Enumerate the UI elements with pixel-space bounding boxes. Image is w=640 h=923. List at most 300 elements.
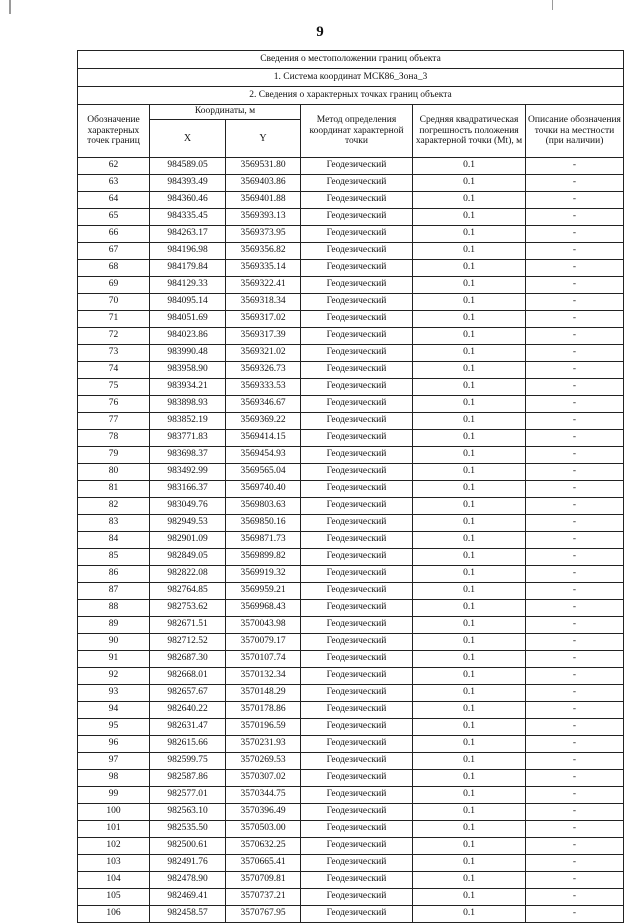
- method-cell: Геодезический: [301, 379, 413, 396]
- x-coordinate-cell: 982535.50: [150, 821, 226, 838]
- column-header-x: X: [150, 120, 226, 158]
- description-cell: -: [526, 549, 624, 566]
- description-cell: -: [526, 345, 624, 362]
- point-number-cell: 62: [78, 158, 150, 175]
- table-row: [78, 209, 624, 226]
- method-cell: Геодезический: [301, 192, 413, 209]
- point-number-cell: 74: [78, 362, 150, 379]
- y-coordinate-cell: 3570396.49: [226, 804, 301, 821]
- point-number-cell: 88: [78, 600, 150, 617]
- accuracy-cell: 0.1: [413, 362, 526, 379]
- accuracy-cell: 0.1: [413, 464, 526, 481]
- accuracy-cell: 0.1: [413, 770, 526, 787]
- column-header-accuracy: Средняя квадратическая погрешность положения характерной точки (Mt), м: [413, 105, 526, 158]
- point-number-cell: 67: [78, 243, 150, 260]
- accuracy-cell: 0.1: [413, 498, 526, 515]
- table-row: [78, 430, 624, 447]
- point-number-cell: 64: [78, 192, 150, 209]
- accuracy-cell: 0.1: [413, 396, 526, 413]
- scan-edge-mark-right: [552, 0, 553, 10]
- accuracy-cell: 0.1: [413, 821, 526, 838]
- method-cell: Геодезический: [301, 617, 413, 634]
- method-cell: Геодезический: [301, 158, 413, 175]
- accuracy-cell: 0.1: [413, 804, 526, 821]
- description-cell: -: [526, 192, 624, 209]
- point-number-cell: 83: [78, 515, 150, 532]
- y-coordinate-cell: 3570231.93: [226, 736, 301, 753]
- x-coordinate-cell: 983698.37: [150, 447, 226, 464]
- y-coordinate-cell: 3569333.53: [226, 379, 301, 396]
- table-row: [78, 226, 624, 243]
- method-cell: Геодезический: [301, 889, 413, 906]
- y-coordinate-cell: 3570709.81: [226, 872, 301, 889]
- y-coordinate-cell: 3569322.41: [226, 277, 301, 294]
- method-cell: Геодезический: [301, 532, 413, 549]
- point-number-cell: 105: [78, 889, 150, 906]
- accuracy-cell: 0.1: [413, 889, 526, 906]
- table-row: [78, 328, 624, 345]
- method-cell: Геодезический: [301, 498, 413, 515]
- table-row: [78, 345, 624, 362]
- x-coordinate-cell: 982657.67: [150, 685, 226, 702]
- y-coordinate-cell: 3569335.14: [226, 260, 301, 277]
- x-coordinate-cell: 982491.76: [150, 855, 226, 872]
- method-cell: Геодезический: [301, 345, 413, 362]
- method-cell: Геодезический: [301, 226, 413, 243]
- method-cell: Геодезический: [301, 430, 413, 447]
- description-cell: -: [526, 617, 624, 634]
- accuracy-cell: 0.1: [413, 566, 526, 583]
- description-cell: -: [526, 481, 624, 498]
- description-cell: -: [526, 260, 624, 277]
- point-number-cell: 106: [78, 906, 150, 923]
- description-cell: -: [526, 583, 624, 600]
- table-row: [78, 838, 624, 855]
- table-row: [78, 617, 624, 634]
- point-number-cell: 85: [78, 549, 150, 566]
- accuracy-cell: 0.1: [413, 515, 526, 532]
- table-row: [78, 685, 624, 702]
- method-cell: Геодезический: [301, 413, 413, 430]
- y-coordinate-cell: 3570665.41: [226, 855, 301, 872]
- x-coordinate-cell: 983898.93: [150, 396, 226, 413]
- table-row: [78, 787, 624, 804]
- y-coordinate-cell: 3569326.73: [226, 362, 301, 379]
- x-coordinate-cell: 982671.51: [150, 617, 226, 634]
- accuracy-cell: 0.1: [413, 702, 526, 719]
- table-row: [78, 583, 624, 600]
- column-header-y: Y: [226, 120, 301, 158]
- method-cell: Геодезический: [301, 566, 413, 583]
- x-coordinate-cell: 984335.45: [150, 209, 226, 226]
- table-row: [78, 532, 624, 549]
- description-cell: -: [526, 379, 624, 396]
- method-cell: Геодезический: [301, 243, 413, 260]
- description-cell: -: [526, 294, 624, 311]
- y-coordinate-cell: 3570178.86: [226, 702, 301, 719]
- x-coordinate-cell: 983771.83: [150, 430, 226, 447]
- x-coordinate-cell: 982849.05: [150, 549, 226, 566]
- point-number-cell: 86: [78, 566, 150, 583]
- y-coordinate-cell: 3569369.22: [226, 413, 301, 430]
- x-coordinate-cell: 984393.49: [150, 175, 226, 192]
- x-coordinate-cell: 982458.57: [150, 906, 226, 923]
- description-cell: -: [526, 158, 624, 175]
- accuracy-cell: 0.1: [413, 243, 526, 260]
- table-row: [78, 379, 624, 396]
- point-number-cell: 104: [78, 872, 150, 889]
- accuracy-cell: 0.1: [413, 838, 526, 855]
- x-coordinate-cell: 982640.22: [150, 702, 226, 719]
- accuracy-cell: 0.1: [413, 158, 526, 175]
- x-coordinate-cell: 982615.66: [150, 736, 226, 753]
- method-cell: Геодезический: [301, 260, 413, 277]
- description-cell: -: [526, 209, 624, 226]
- y-coordinate-cell: 3570503.00: [226, 821, 301, 838]
- y-coordinate-cell: 3569356.82: [226, 243, 301, 260]
- y-coordinate-cell: 3570043.98: [226, 617, 301, 634]
- table-row: [78, 668, 624, 685]
- point-number-cell: 94: [78, 702, 150, 719]
- x-coordinate-cell: 982631.47: [150, 719, 226, 736]
- method-cell: Геодезический: [301, 821, 413, 838]
- x-coordinate-cell: 982478.90: [150, 872, 226, 889]
- description-cell: -: [526, 277, 624, 294]
- table-row: [78, 515, 624, 532]
- point-number-cell: 78: [78, 430, 150, 447]
- description-cell: -: [526, 243, 624, 260]
- accuracy-cell: 0.1: [413, 192, 526, 209]
- method-cell: Геодезический: [301, 277, 413, 294]
- x-coordinate-cell: 982949.53: [150, 515, 226, 532]
- table-row: [78, 736, 624, 753]
- x-coordinate-cell: 983852.19: [150, 413, 226, 430]
- accuracy-cell: 0.1: [413, 413, 526, 430]
- accuracy-cell: 0.1: [413, 719, 526, 736]
- point-number-cell: 70: [78, 294, 150, 311]
- description-cell: -: [526, 498, 624, 515]
- method-cell: Геодезический: [301, 702, 413, 719]
- y-coordinate-cell: 3570767.95: [226, 906, 301, 923]
- x-coordinate-cell: 982822.08: [150, 566, 226, 583]
- table-row: [78, 498, 624, 515]
- point-number-cell: 80: [78, 464, 150, 481]
- point-number-cell: 69: [78, 277, 150, 294]
- x-coordinate-cell: 983166.37: [150, 481, 226, 498]
- method-cell: Геодезический: [301, 362, 413, 379]
- table-row: [78, 651, 624, 668]
- method-cell: Геодезический: [301, 838, 413, 855]
- accuracy-cell: 0.1: [413, 226, 526, 243]
- method-cell: Геодезический: [301, 668, 413, 685]
- method-cell: Геодезический: [301, 906, 413, 923]
- point-number-cell: 93: [78, 685, 150, 702]
- description-cell: -: [526, 464, 624, 481]
- description-cell: -: [526, 838, 624, 855]
- description-cell: -: [526, 600, 624, 617]
- method-cell: Геодезический: [301, 651, 413, 668]
- table-row: [78, 872, 624, 889]
- point-number-cell: 71: [78, 311, 150, 328]
- table-row: [78, 719, 624, 736]
- table-row: [78, 192, 624, 209]
- accuracy-cell: 0.1: [413, 532, 526, 549]
- accuracy-cell: 0.1: [413, 787, 526, 804]
- x-coordinate-cell: 983049.76: [150, 498, 226, 515]
- y-coordinate-cell: 3569959.21: [226, 583, 301, 600]
- table-row: [78, 243, 624, 260]
- x-coordinate-cell: 983934.21: [150, 379, 226, 396]
- method-cell: Геодезический: [301, 685, 413, 702]
- x-coordinate-cell: 982901.09: [150, 532, 226, 549]
- x-coordinate-cell: 982587.86: [150, 770, 226, 787]
- description-cell: -: [526, 821, 624, 838]
- column-header-description: Описание обозначения точки на местности (при наличии): [526, 105, 624, 158]
- table-row: [78, 889, 624, 906]
- table-row: [78, 855, 624, 872]
- table-row: [78, 277, 624, 294]
- x-coordinate-cell: 984051.69: [150, 311, 226, 328]
- y-coordinate-cell: 3569318.34: [226, 294, 301, 311]
- boundary-points-table: [77, 50, 624, 923]
- table-row: [78, 566, 624, 583]
- description-cell: -: [526, 413, 624, 430]
- y-coordinate-cell: 3570737.21: [226, 889, 301, 906]
- description-cell: -: [526, 770, 624, 787]
- point-number-cell: 72: [78, 328, 150, 345]
- y-coordinate-cell: 3569401.88: [226, 192, 301, 209]
- description-cell: -: [526, 872, 624, 889]
- x-coordinate-cell: 982500.61: [150, 838, 226, 855]
- point-number-cell: 102: [78, 838, 150, 855]
- description-cell: -: [526, 804, 624, 821]
- method-cell: Геодезический: [301, 719, 413, 736]
- x-coordinate-cell: 984179.84: [150, 260, 226, 277]
- point-number-cell: 90: [78, 634, 150, 651]
- point-number-cell: 65: [78, 209, 150, 226]
- table-title: Сведения о местоположении границ объекта: [78, 51, 624, 69]
- point-number-cell: 84: [78, 532, 150, 549]
- x-coordinate-cell: 982712.52: [150, 634, 226, 651]
- y-coordinate-cell: 3569403.86: [226, 175, 301, 192]
- method-cell: Геодезический: [301, 549, 413, 566]
- description-cell: -: [526, 532, 624, 549]
- description-cell: -: [526, 787, 624, 804]
- point-number-cell: 96: [78, 736, 150, 753]
- accuracy-cell: 0.1: [413, 481, 526, 498]
- accuracy-cell: 0.1: [413, 447, 526, 464]
- coordinate-system: 1. Система координат МСК86_Зона_3: [78, 69, 624, 87]
- y-coordinate-cell: 3570132.34: [226, 668, 301, 685]
- table-row: [78, 600, 624, 617]
- table-row: [78, 311, 624, 328]
- point-number-cell: 66: [78, 226, 150, 243]
- accuracy-cell: 0.1: [413, 736, 526, 753]
- method-cell: Геодезический: [301, 209, 413, 226]
- accuracy-cell: 0.1: [413, 260, 526, 277]
- y-coordinate-cell: 3569565.04: [226, 464, 301, 481]
- description-cell: -: [526, 226, 624, 243]
- table-row: [78, 770, 624, 787]
- accuracy-cell: 0.1: [413, 651, 526, 668]
- table-row: [78, 260, 624, 277]
- x-coordinate-cell: 982577.01: [150, 787, 226, 804]
- x-coordinate-cell: 983990.48: [150, 345, 226, 362]
- table-row: [78, 481, 624, 498]
- x-coordinate-cell: 984095.14: [150, 294, 226, 311]
- y-coordinate-cell: 3569919.32: [226, 566, 301, 583]
- table-row: [78, 753, 624, 770]
- table-row: [78, 804, 624, 821]
- method-cell: Геодезический: [301, 447, 413, 464]
- point-number-cell: 99: [78, 787, 150, 804]
- accuracy-cell: 0.1: [413, 430, 526, 447]
- method-cell: Геодезический: [301, 328, 413, 345]
- table-row: [78, 175, 624, 192]
- y-coordinate-cell: 3570196.59: [226, 719, 301, 736]
- accuracy-cell: 0.1: [413, 583, 526, 600]
- x-coordinate-cell: 984129.33: [150, 277, 226, 294]
- description-cell: -: [526, 311, 624, 328]
- y-coordinate-cell: 3569531.80: [226, 158, 301, 175]
- y-coordinate-cell: 3570079.17: [226, 634, 301, 651]
- point-number-cell: 68: [78, 260, 150, 277]
- accuracy-cell: 0.1: [413, 600, 526, 617]
- accuracy-cell: 0.1: [413, 872, 526, 889]
- y-coordinate-cell: 3569850.16: [226, 515, 301, 532]
- y-coordinate-cell: 3570148.29: [226, 685, 301, 702]
- x-coordinate-cell: 982687.30: [150, 651, 226, 668]
- y-coordinate-cell: 3569871.73: [226, 532, 301, 549]
- accuracy-cell: 0.1: [413, 549, 526, 566]
- method-cell: Геодезический: [301, 787, 413, 804]
- y-coordinate-cell: 3570632.25: [226, 838, 301, 855]
- method-cell: Геодезический: [301, 770, 413, 787]
- y-coordinate-cell: 3569454.93: [226, 447, 301, 464]
- table-row: [78, 294, 624, 311]
- x-coordinate-cell: 982469.41: [150, 889, 226, 906]
- description-cell: -: [526, 685, 624, 702]
- point-number-cell: 75: [78, 379, 150, 396]
- description-cell: -: [526, 889, 624, 906]
- y-coordinate-cell: 3570107.74: [226, 651, 301, 668]
- description-cell: -: [526, 634, 624, 651]
- point-number-cell: 98: [78, 770, 150, 787]
- accuracy-cell: 0.1: [413, 634, 526, 651]
- description-cell: -: [526, 447, 624, 464]
- table-row: [78, 906, 624, 923]
- method-cell: Геодезический: [301, 855, 413, 872]
- column-header-coordinates: Координаты, м: [150, 105, 301, 120]
- y-coordinate-cell: 3569321.02: [226, 345, 301, 362]
- description-cell: -: [526, 175, 624, 192]
- method-cell: Геодезический: [301, 311, 413, 328]
- method-cell: Геодезический: [301, 294, 413, 311]
- column-header-point: Обозначение характерных точек границ: [78, 105, 150, 158]
- y-coordinate-cell: 3569899.82: [226, 549, 301, 566]
- x-coordinate-cell: 984589.05: [150, 158, 226, 175]
- scan-edge-mark-left: [9, 0, 11, 14]
- point-number-cell: 79: [78, 447, 150, 464]
- point-number-cell: 97: [78, 753, 150, 770]
- page-number: 9: [316, 24, 324, 40]
- method-cell: Геодезический: [301, 583, 413, 600]
- point-number-cell: 103: [78, 855, 150, 872]
- table-row: [78, 413, 624, 430]
- table-row: [78, 158, 624, 175]
- description-cell: -: [526, 753, 624, 770]
- point-number-cell: 95: [78, 719, 150, 736]
- method-cell: Геодезический: [301, 872, 413, 889]
- table-row: [78, 362, 624, 379]
- section-heading: 2. Сведения о характерных точках границ объекта: [78, 87, 624, 105]
- y-coordinate-cell: 3569393.13: [226, 209, 301, 226]
- accuracy-cell: 0.1: [413, 906, 526, 923]
- method-cell: Геодезический: [301, 175, 413, 192]
- accuracy-cell: 0.1: [413, 311, 526, 328]
- y-coordinate-cell: 3569317.39: [226, 328, 301, 345]
- method-cell: Геодезический: [301, 736, 413, 753]
- point-number-cell: 81: [78, 481, 150, 498]
- accuracy-cell: 0.1: [413, 753, 526, 770]
- x-coordinate-cell: 982753.62: [150, 600, 226, 617]
- description-cell: -: [526, 702, 624, 719]
- point-number-cell: 87: [78, 583, 150, 600]
- table-row: [78, 702, 624, 719]
- table-row: [78, 447, 624, 464]
- description-cell: -: [526, 651, 624, 668]
- description-cell: -: [526, 430, 624, 447]
- point-number-cell: 73: [78, 345, 150, 362]
- y-coordinate-cell: 3569373.95: [226, 226, 301, 243]
- y-coordinate-cell: 3569414.15: [226, 430, 301, 447]
- accuracy-cell: 0.1: [413, 668, 526, 685]
- description-cell: -: [526, 719, 624, 736]
- point-number-cell: 82: [78, 498, 150, 515]
- method-cell: Геодезический: [301, 396, 413, 413]
- x-coordinate-cell: 983958.90: [150, 362, 226, 379]
- y-coordinate-cell: 3569968.43: [226, 600, 301, 617]
- point-number-cell: 77: [78, 413, 150, 430]
- description-cell: -: [526, 566, 624, 583]
- accuracy-cell: 0.1: [413, 328, 526, 345]
- method-cell: Геодезический: [301, 464, 413, 481]
- description-cell: -: [526, 515, 624, 532]
- accuracy-cell: 0.1: [413, 209, 526, 226]
- accuracy-cell: 0.1: [413, 617, 526, 634]
- accuracy-cell: 0.1: [413, 855, 526, 872]
- x-coordinate-cell: 983492.99: [150, 464, 226, 481]
- x-coordinate-cell: 984196.98: [150, 243, 226, 260]
- accuracy-cell: 0.1: [413, 277, 526, 294]
- y-coordinate-cell: 3570269.53: [226, 753, 301, 770]
- point-number-cell: 91: [78, 651, 150, 668]
- description-cell: -: [526, 362, 624, 379]
- method-cell: Геодезический: [301, 515, 413, 532]
- point-number-cell: 89: [78, 617, 150, 634]
- y-coordinate-cell: 3569346.67: [226, 396, 301, 413]
- table-row: [78, 549, 624, 566]
- y-coordinate-cell: 3569317.02: [226, 311, 301, 328]
- point-number-cell: 76: [78, 396, 150, 413]
- description-cell: -: [526, 736, 624, 753]
- method-cell: Геодезический: [301, 481, 413, 498]
- description-cell: -: [526, 668, 624, 685]
- accuracy-cell: 0.1: [413, 345, 526, 362]
- table-row: [78, 396, 624, 413]
- column-header-method: Метод определения координат характерной точки: [301, 105, 413, 158]
- description-cell: -: [526, 396, 624, 413]
